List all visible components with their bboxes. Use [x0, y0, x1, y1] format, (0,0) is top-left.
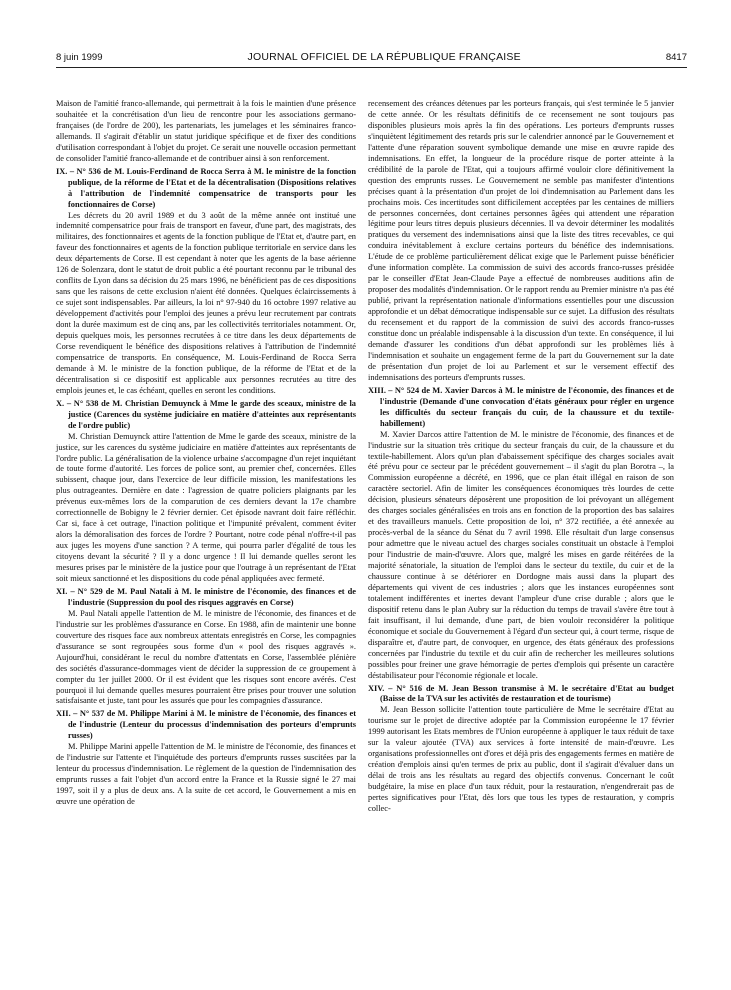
question-xiv-body: M. Jean Besson sollicite l'attention toute particulière de Mme le secrétaire d'Etat au tourisme sur le projet de directive adoptée par la Commission européenne le 17 février 1999 autorisant les Etats membres de l'Union européenne à appliquer le taux réduit de taxe sur la valeur ajoutée (TVA) aux services à forte intensité de main-d'œuvre. Les organisations professionnelles ont d'ores et déjà pris des engagements fermes en matière de création d'emplois ainsi qu'en termes de prix au public, dont il s'agirait d'évaluer dans un délai de trois ans les résultats au regard des objectifs convenus. Concernant le coût budgétaire, la mise en place d'un taux réduit, pour la restauration, n'engendrerait pas de pertes significatives pour l'Etat, dès lors que tous les types de restauration, y compris collec-	[368, 705, 674, 813]
header-date: 8 juin 1999	[56, 52, 103, 63]
header-page-number: 8417	[665, 52, 687, 63]
question-x-body: M. Christian Demuynck attire l'attention de Mme le garde des sceaux, ministre de la justice, sur les carences du système judiciaire en matière d'atteintes aux représentants de l'ordre public. La généralisation de la violence urbaine s'accompagne d'un rejet inquiétant de toute forme d'autorité. Les forces de police sont, au premier chef, concernées. Elles subissent, chaque jour, dans l'exercice de leur difficile mission, les manifestations les plus outrageantes. Dernière en date : l'agression de quatre policiers plaignants par les prévenus eux-mêmes lors de la comparution de ces derniers devant la 17e chambre correctionnelle de Bobigny le 2 février dernier. Cet épisode navrant doit faire réfléchir. Car si, face à cet outrage, l'inaction politique et l'impunité prévalent, comment éviter alors la démoralisation des forces de l'ordre ? Pourtant, notre code pénal n'offre-t-il pas aux juges les moyens d'une sanction ? A terme, qui pourra parler d'égalité de tous les citoyens devant la sécurité ? Il y a donc urgence ! Il lui demande quelles seront les mesures prises par le ministère de la justice pour que l'outrage à un représentant de l'Etat soit mieux sanctionné et les dispositions du code pénal appliquées avec fermeté.	[56, 431, 356, 583]
left-column	[56, 99, 356, 808]
question-xiii-body: M. Xavier Darcos attire l'attention de M. le ministre de l'économie, des finances et de l'industrie sur la situation très critique du secteur français du cuir, de la chaussure et du textile-habillement. Alors qu'un plan d'abaissement spécifique des charges sociales avait été prévu pour ce secteur par le précédent gouvernement – il s'agit du plan Borotra –, la Commission européenne a décrété, en 1996, que ce plan était illégal en raison de son caractère sectoriel. Afin de limiter les conséquences économiques très lourdes de cette décision, plusieurs sénateurs déposèrent une proposition de loi prévoyant un allégement des charges sociales généralisées en trois ans en fonction de la proportion des bas salaires et des travailleurs manuels. Cette proposition de loi, n° 372 rectifiée, a été annexée au procès-verbal de la séance du Sénat du 7 avril 1998. Elle résultait d'un large consensus pour admettre que le niveau actuel des charges sociales constituait un obstacle à l'emploi pour l'industrie de main-d'œuvre. Alors que, malgré les mises en garde réitérées de la majorité sénatoriale, la situation de l'emploi dans le secteur du textile, du cuir et de la chaussure continue à se détériorer en Dordogne mais aussi dans la plupart des départements qui vivent de ces industries ; alors que les instances européennes sont totalement indifférentes et inertes devant l'ampleur d'une crise durable ; alors que le dispositif retenu dans le plan Aubry sur la réduction du temps de travail s'avère être tout à fait insuffisant, il lui demande, d'une part, de bien vouloir reconsidérer la politique économique et sociale du Gouvernement à l'égard d'un secteur qui, à court terme, risque de disparaître et, d'autre part, de convoquer, en urgence, des états généraux des professions concernées par l'industrie du textile et du cuir afin de rechercher les meilleures solutions possibles pour freiner une grave hémorragie de pertes d'emplois qui présente un caractère déstabilisateur pour l'économie régionale et locale.	[368, 429, 674, 680]
question-x-title: X. – N° 538 de M. Christian Demuynck à Mme le garde des sceaux, ministre de la justice (Carences du système judiciaire en matière d'atteintes aux représentants de l'ordre public)	[56, 398, 356, 430]
continued-paragraph: Maison de l'amitié franco-allemande, qui permettrait à la fois le maintien d'une présence souhaitée et la concrétisation d'un lieu de rencontre pour les associations germano-françaises (de l'ordre de 200), les partenariats, les jumelages et les séminaires franco-allemands. Il s'agirait d'établir un statut juridique spécifique et de fixer des conditions d'utilisation correspondant à l'objet du projet. Ce serait une nouvelle occasion permettant de consolider l'amitié franco-allemande et de contribuer ainsi à son renforcement.	[56, 99, 356, 163]
header-rule	[56, 67, 687, 68]
question-ix-body: Les décrets du 20 avril 1989 et du 3 août de la même année ont institué une indemnité compensatrice pour frais de transport en faveur, d'une part, des magistrats, des militaires, des fonctionnaires et agents de la fonction publique de l'Etat et, d'autre part, en faveur des fonctionnaires et agents de la fonction publique territoriale en service dans les deux départements de Corse. Il est cependant à noter que les agents de la base aérienne 126 de Solenzara, dont le statut de droit public a été pourtant reconnu par le tribunal des conflits de Lyon dans sa décision du 25 mars 1996, ne bénéficient pas de ces dispositions sans que les raisons de cette exclusion n'aient été données. Quelques éclaircissements à ce sujet sont indispensables. Par ailleurs, la loi n° 97-940 du 16 octobre 1997 relative au développement d'activités pour l'emploi des jeunes a prévu leur recrutement par contrats dont la durée maximum est de cinq ans, par les collectivités territoriales notamment. Or, depuis quelques mois, les personnes recrutées à ce titre dans les deux départements de Corse revendiquent le bénéfice des dispositions relatives à l'attribution de l'indemnité compensatrice de transports. En conséquence, M. Louis-Ferdinand de Rocca Serra demande à M. le ministre de la fonction publique, de la réforme de l'Etat et de la décentralisation si ce dispositif est applicable aux personnes recrutées au titre des emplois jeunes et, le cas échéant, quelles en seront les conditions.	[56, 210, 356, 395]
question-xi-title: XI. – N° 529 de M. Paul Natali à M. le ministre de l'économie, des finances et de l'industrie (Suppression du pool des risques aggravés en Corse)	[56, 586, 356, 607]
page-header	[56, 51, 687, 63]
question-ix-title: IX. – N° 536 de M. Louis-Ferdinand de Rocca Serra à M. le ministre de la fonction publique, de la réforme de l'Etat et de la décentralisation (Dispositions relatives à l'attribution de l'indemnité compensatrice de transports pour les fonctionnaires de Corse)	[56, 166, 356, 209]
question-xiv-title: XIV. – N° 516 de M. Jean Besson transmise à M. le secrétaire d'Etat au budget (Baisse de la TVA sur les activités de restauration et de tourisme)	[368, 683, 674, 704]
continued-paragraph-right: recensement des créances détenues par les porteurs français, qui s'est terminée le 5 janvier de cette année. Or les résultats définitifs de ce recensement ne sont toujours pas disponibles plusieurs mois après la fin des opérations. Les porteurs d'emprunts russes s'inquiètent légitimement des retards pris sur le calendrier annoncé par le Gouvernement et l'attente d'une réparation souvent symbolique demande une mise en œuvre rapide des indemnisations. En effet, la longueur de la procédure risque de porter atteinte à la crédibilité de la parole de l'Etat, qui a toujours affirmé vouloir clore définitivement la question des emprunts russes. Le Gouvernement ne semble pas manifester d'intentions précises quant à la présentation d'un projet de loi d'indemnisation au Parlement dans les prochains mois. Ces incertitudes sont difficilement acceptées par les centaines de milliers de personnes concernées, dont certaines personnes âgées qui attendent une réparation légitime pour leurs titres depuis plusieurs décennies. Il va devoir déterminer les modalités pratiques du versement des indemnisations ainsi que la liste des titres recevables, ce qui conduira inévitablement à exclure certains porteurs du bénéfice des indemnisations. L'étude de ce problème particulièrement délicat exige que le Parlement puisse bénéficier d'une information complète. La commission de suivi des accords franco-russes présidée par le conseiller d'Etat Jean-Claude Paye a effectué de nombreuses auditions afin de proposer des modalités d'indemnisation. Or le rapport rendu au Premier ministre n'a pas été publié, privant la représentation nationale d'informations essentielles pour une discussion approfondie et un débat démocratique indispensable sur ce sujet. La diffusion des résultats du recensement et du rapport de la commission de suivi des accords franco-russes constitue donc un préalable indispensable à la discussion d'un texte. En conséquence, il lui demande d'assurer les conditions d'un débat approfondi sur les problèmes liés à l'indemnisation et souhaite un engagement ferme de la part du Gouvernement sur la date de présentation d'un projet de loi au Parlement et sur le versement effectif des indemnisations des porteurs d'emprunts russes.	[368, 99, 674, 382]
question-xi-body: M. Paul Natali appelle l'attention de M. le ministre de l'économie, des finances et de l'industrie sur les problèmes d'assurance en Corse. En 1988, afin de maintenir une bonne couverture des risques face aux nombreux attentats enregistrés en Corse, les compagnies d'assurance se sont regroupées sous forme d'un « pool des risques aggravés ». Aujourd'hui, considérant le recul du nombre d'attentats en Corse, l'assemblée plénière des sociétés d'assurance-dommages vient de décider la suppression de ce groupement à compter du 1er juillet 2000. Or il est évident que les risques sont encore avérés. C'est pourquoi il lui demande quelles mesures pourraient être prises pour trouver une solution satisfaisante et juste, tant pour les assurés que pour les compagnies d'assurance.	[56, 608, 356, 706]
question-xiii-title: XIII. – N° 524 de M. Xavier Darcos à M. le ministre de l'économie, des finances et de l'industrie (Demande d'une convocation d'états généraux pour régler en urgence les difficultés du secteur français du cuir, de la chaussure et du textile-habillement)	[368, 385, 674, 428]
right-column	[368, 99, 674, 815]
header-title: JOURNAL OFFICIEL DE LA RÉPUBLIQUE FRANÇAISE	[247, 51, 521, 63]
question-xii-title: XII. – N° 537 de M. Philippe Marini à M. le ministre de l'économie, des finances et de l'industrie (Lenteur du processus d'indemnisation des porteurs d'emprunts russes)	[56, 709, 356, 741]
question-xii-body: M. Philippe Marini appelle l'attention de M. le ministre de l'économie, des finances et de l'industrie sur l'attente et l'inquiétude des porteurs d'emprunts russes suscitées par la lenteur du processus d'indemnisation. Le règlement de la question de l'indemnisation des emprunts russes a fait l'objet d'un accord entre la France et la Russie signé le 27 mai 1997, soit il y a plus de deux ans. A la suite de cet accord, le Gouvernement a mis en œuvre une opération de	[56, 742, 356, 807]
